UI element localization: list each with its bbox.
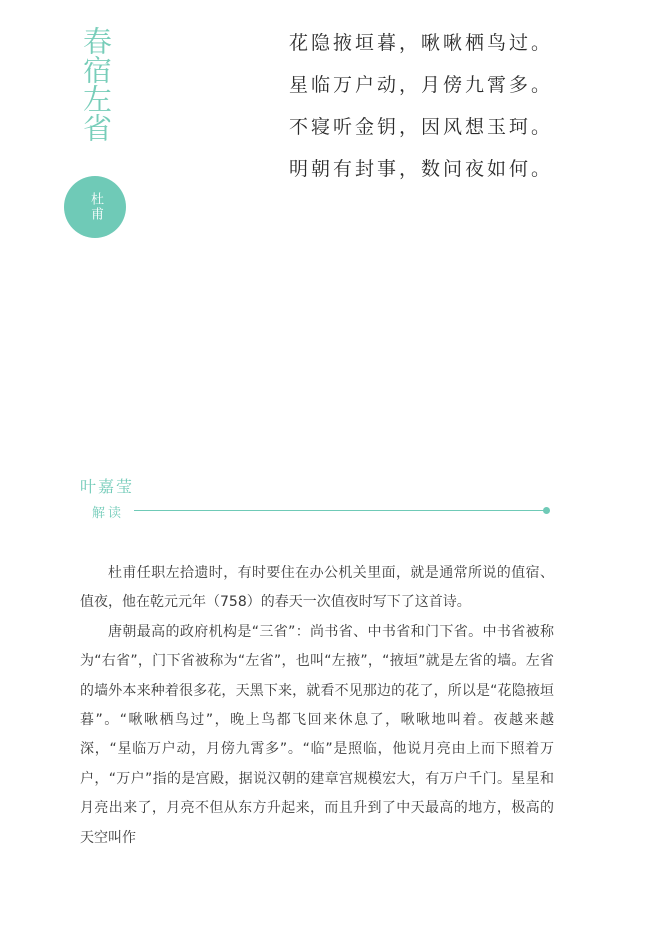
reading-label: 解读 xyxy=(92,506,125,521)
poem-body xyxy=(289,22,579,190)
poem-title: 春宿左省 xyxy=(79,26,113,142)
poem-line: 不寝听金钥，因风想玉珂。 xyxy=(289,116,554,138)
poem-line: 星临万户动，月傍九霄多。 xyxy=(289,74,554,96)
commentary-paragraph: 杜甫任职左拾遗时，有时要住在办公机关里面，就是通常所说的值宿、值夜，他在乾元元年（758）的春天一次值夜时写下了这首诗。 xyxy=(80,565,554,611)
commentary-paragraph: 唐朝最高的政府机构是“三省”：尚书省、中书省和门下省。中书省被称为“右省”，门下省被称为“左省”，也叫“左掖”，“掖垣”就是左省的墙。左省的墙外本来种着很多花，天黑下来，就看不见那边的花了，所以是“花隐掖垣暮”。“啾啾栖鸟过”，晚上鸟都飞回来休息了，啾啾地叫着。夜越来越深，“星临万户动，月傍九霄多”。“临”是照临，他说月亮由上而下照着万户，“万户”指的是宫殿，据说汉朝的建章宫规模宏大，有万户千门。星星和月亮出来了，月亮不但从东方升起来，而且升到了中天最高的地方，极高的天空叫作 xyxy=(80,623,554,846)
author-badge xyxy=(64,176,126,238)
poem-line: 花隐掖垣暮，啾啾栖鸟过。 xyxy=(289,32,554,54)
poem-line: 明朝有封事，数问夜如何。 xyxy=(289,158,554,180)
author-name: 杜甫 xyxy=(88,192,103,222)
commentator-name: 叶嘉莹 xyxy=(80,477,135,496)
commentary-text xyxy=(80,559,554,853)
divider-dot xyxy=(543,507,550,514)
section-divider xyxy=(134,510,544,511)
